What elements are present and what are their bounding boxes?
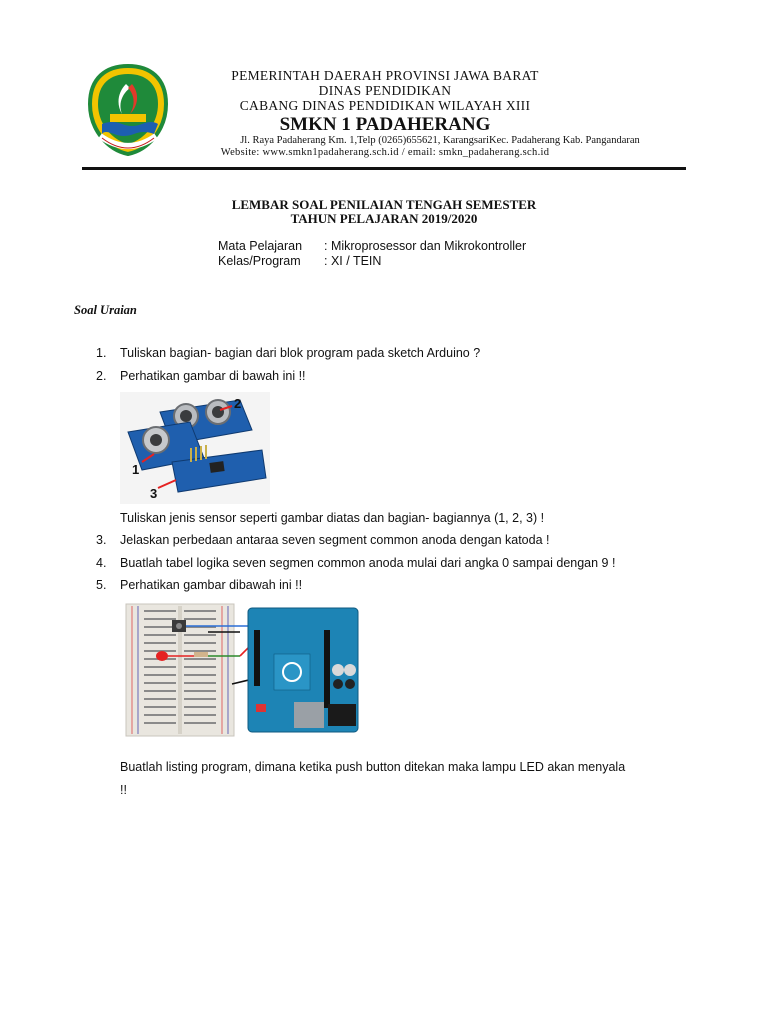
question-followup: Buatlah listing program, dimana ketika push button ditekan maka lampu LED akan menyala: [120, 760, 626, 774]
class-value: : XI / TEIN: [324, 254, 382, 268]
question-followup: Tuliskan jenis sensor seperti gambar diatas dan bagian- bagiannya (1, 2, 3) !: [120, 511, 545, 525]
subject-value: : Mikroprosessor dan Mikrokontroller: [324, 239, 527, 253]
question-text: Tuliskan bagian- bagian dari blok program pada sketch Arduino ?: [120, 346, 481, 360]
question-number: 2.: [96, 369, 107, 383]
class-label: Kelas/Program: [218, 254, 301, 268]
header-line-government: PEMERINTAH DAERAH PROVINSI JAWA BARAT: [231, 68, 539, 83]
question-number: 3.: [96, 533, 107, 547]
question-followup-end: !!: [120, 783, 127, 797]
header-line-branch: CABANG DINAS PENDIDIKAN WILAYAH XIII: [239, 98, 531, 113]
question-text: Jelaskan perbedaan antaraa seven segment common anoda dengan katoda !: [120, 533, 550, 547]
section-title: Soal Uraian: [74, 303, 137, 317]
question-text: Buatlah tabel logika seven segmen common anoda mulai dari angka 0 sampai dengan 9 !: [120, 556, 616, 570]
document-subtitle: TAHUN PELAJARAN 2019/2020: [290, 211, 478, 226]
school-website: Website: www.smkn1padaherang.sch.id / email: smkn_padaherang.sch.id: [220, 147, 550, 158]
question-number: 5.: [96, 578, 107, 592]
header-line-department: DINAS PENDIDIKAN: [318, 83, 452, 98]
subject-label: Mata Pelajaran: [218, 239, 303, 253]
school-address: Jl. Raya Padaherang Km. 1,Telp (0265)655621, KarangsariKec. Padaherang Kab. Pangandaran: [240, 135, 640, 146]
figure-label: 3: [150, 486, 158, 501]
question-number: 1.: [96, 346, 107, 360]
question-text: Perhatikan gambar di bawah ini !!: [120, 369, 306, 383]
provincial-logo: [88, 64, 168, 156]
figure-label: 1: [132, 462, 140, 477]
document-title: LEMBAR SOAL PENILAIAN TENGAH SEMESTER: [231, 197, 537, 212]
header-divider: [82, 167, 686, 170]
question-number: 4.: [96, 556, 107, 570]
figure-label: 2: [234, 396, 242, 411]
school-name: SMKN 1 PADAHERANG: [279, 114, 491, 135]
arduino-breadboard-figure: [124, 600, 362, 740]
question-text: Perhatikan gambar dibawah ini !!: [120, 578, 303, 592]
ultrasonic-sensor-figure: [120, 392, 270, 504]
